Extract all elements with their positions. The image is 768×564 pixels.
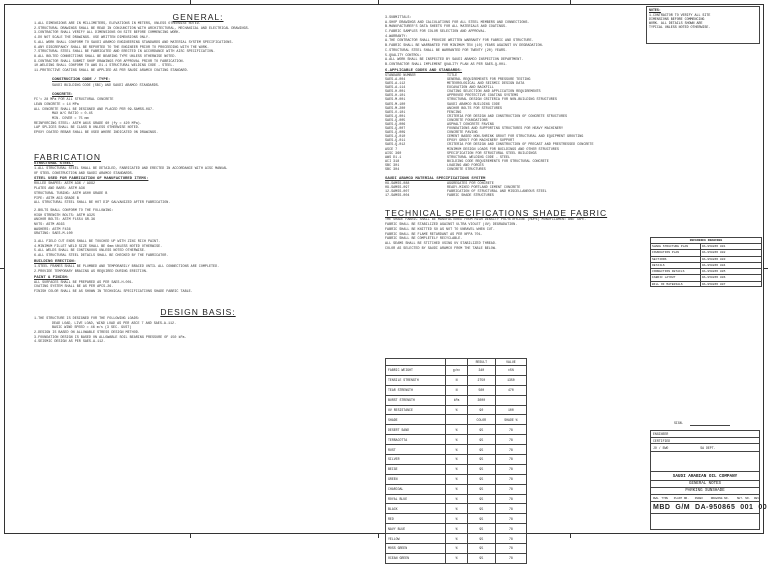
table-row (386, 435, 527, 445)
table-cell: 95 (467, 445, 495, 455)
steel-used-line: PIPE: ASTM A53 GRADE B (34, 196, 79, 201)
title-block (650, 430, 768, 530)
table-row (386, 415, 527, 425)
table-cell: % (446, 504, 467, 514)
reference-number: DA-950865 002 (702, 251, 726, 255)
code-title: CONCRETE STRUCTURES (447, 168, 486, 173)
general-note: 7.STRUCTURAL STEEL SHALL BE FABRICATED AND ERECTED IN ACCORDANCE WITH AISC SPECIFICATION. (34, 50, 216, 55)
general-note: 8.ALL BOLTED CONNECTIONS SHALL BE BEARING TYPE UNLESS OTHERWISE NOTED. (34, 54, 177, 59)
paint-line: COATING SYSTEM SHALL BE AS PER APCS-26. (34, 285, 114, 290)
table-cell: 95 (467, 464, 495, 474)
code-number: SAES-Q-005 (385, 118, 406, 123)
reference-number: DA-950865 005 (702, 270, 726, 274)
border-tick (190, 0, 191, 4)
fabric-line: FABRIC SHALL BE KNITTED SO AS NOT TO UNRAVEL WHEN CUT. (385, 227, 495, 232)
table-cell: 95 (467, 524, 495, 534)
table-cell: TEAR STRENGTH (386, 385, 446, 395)
revision-number: 00 (758, 504, 768, 511)
table-row (386, 455, 527, 465)
table-cell: 340 (467, 366, 495, 376)
table-cell: % (446, 455, 467, 465)
table-cell: % (446, 474, 467, 484)
code-title: CONCRETE PAVING (447, 131, 478, 136)
codes-heading: 6.APPLICABLE CODES AND STANDARDS: (385, 68, 463, 73)
bolts-line: ANCHOR BOLTS: ASTM F1554 GR.36 (34, 218, 96, 223)
design-line: DEAD LOAD, LIVE LOAD, WIND LOAD AS PER ASCE 7 AND SAES-A-112. (52, 321, 177, 326)
table-row (386, 359, 527, 366)
table-cell: % (446, 524, 467, 534)
code-title: MINIMUM DESIGN LOADS FOR BUILDINGS AND OTHER STRUCTURES (447, 147, 559, 152)
table-cell: 95 (467, 474, 495, 484)
code-number: AWS D1.1 (385, 155, 402, 160)
table-cell: COLOR (467, 415, 495, 425)
table-cell: YELLOW (386, 534, 446, 544)
fabrication-note: 3.ALL FIELD CUT ENDS SHALL BE TOUCHED UP WITH ZINC RICH PAINT. (34, 240, 161, 245)
table-row (386, 445, 527, 455)
table-cell (446, 415, 467, 425)
codes-header-title: TITLE (447, 73, 458, 78)
code-number: SAES-Q-009 (385, 131, 406, 136)
code-title: FOUNDATIONS AND SUPPORTING STRUCTURES FOR HEAVY MACHINERY (447, 127, 563, 132)
codes-header-number: STANDARD NUMBER (385, 73, 416, 78)
general-note: 5.ALL WORK SHALL CONFORM TO SAUDI ARAMCO ENGINEERING STANDARDS AND MATERIAL SYSTEM SPECIFICATIONS. (34, 40, 234, 45)
general-note: 11.PROTECTIVE COATING SHALL BE APPLIED AS PER SAUDI ARAMCO COATING STANDARD. (34, 68, 189, 73)
concrete-line: LEAN CONCRETE = 14 MPa (34, 102, 79, 107)
table-cell: DESERT SAND (386, 425, 446, 435)
concrete-line: FC'= 28 MPa FOR ALL STRUCTURAL CONCRETE (34, 98, 114, 103)
erection-line: 2.PROVIDE TEMPORARY BRACING AS REQUIRED DURING ERECTION. (34, 269, 148, 274)
reference-title: SECTIONS (651, 257, 701, 262)
table-cell: 95 (467, 504, 495, 514)
table-cell: 78 (495, 484, 526, 494)
right-notes-column (385, 16, 643, 251)
table-cell: 78 (495, 504, 526, 514)
code-number: SAES-A-112 (385, 82, 406, 87)
table-row (386, 484, 527, 494)
table-cell: 78 (495, 445, 526, 455)
table-cell: 95 (467, 455, 495, 465)
code-title: CEMENT BASED NON-SHRINK GROUT FOR STRUCTURAL AND EQUIPMENT GROUTING (447, 135, 584, 140)
fabric-line: FABRIC SHALL BE COMPLETELY RECYCLABLE. (385, 237, 463, 242)
code-number: SBC 304 (385, 168, 400, 173)
reference-drawings-title: REFERENCE DRAWINGS (651, 238, 761, 244)
table-row (386, 494, 527, 504)
drawing-title-1: GENERAL NOTES (651, 480, 759, 488)
fabric-line: THE SHADE FABRIC SHALL BE MANUFACTURED FROM HIGH DENSITY POLYETHYLENE (HDPE) MONOFILAMENT AND TAPE. (385, 218, 587, 223)
table-cell: N (446, 375, 467, 385)
erection-line: 1.STEEL FRAMES SHALL BE PLUMBED AND TEMPORARILY BRACED UNTIL ALL CONNECTIONS ARE COMPLETED. (34, 265, 220, 270)
general-note: 4.DO NOT SCALE THE DRAWINGS. USE WRITTEN DIMENSIONS ONLY. (34, 36, 150, 41)
design-line: 1.THE STRUCTURE IS DESIGNED FOR THE FOLLOWING LOADS: (34, 316, 140, 321)
table-cell: kPa (446, 395, 467, 405)
table-cell: SHADE (386, 415, 446, 425)
table-cell: 100 (495, 405, 526, 415)
notes-line: TYPICAL UNLESS NOTED OTHERWISE. (649, 25, 711, 29)
general-note: 9.CONTRACTOR SHALL SUBMIT SHOP DRAWINGS FOR APPROVAL PRIOR TO FABRICATION. (34, 59, 185, 64)
submittal-line: A.THE CONTRACTOR SHALL PROVIDE WRITTEN WARRANTY FOR FABRIC AND STRUCTURE. (385, 39, 534, 44)
code-number: SAES-Q-007 (385, 127, 406, 132)
plant-no-label: PLANT NO. (673, 497, 689, 500)
table-cell: % (446, 553, 467, 563)
fabrication-note: 5.ALL WELDS SHALL BE CONTINUOUS UNLESS NOTED OTHERWISE. (34, 249, 146, 254)
code-number: SAES-M-100 (385, 102, 406, 107)
concrete-line: EPOXY COATED REBAR SHALL BE USED WHERE INDICATED ON DRAWINGS. (34, 130, 159, 135)
code-title: APPROVED PROTECTIVE COATING SYSTEMS (447, 94, 519, 99)
table-row (386, 514, 527, 524)
table-cell (386, 359, 446, 366)
steel-used-line: ALL STRUCTURAL STEEL SHALL BE HOT DIP GALVANIZED AFTER FABRICATION. (34, 201, 171, 206)
border-tick (764, 268, 768, 269)
code-title: SAUDI ARAMCO BUILDING CODE (447, 102, 500, 107)
steel-used-line: ROLLED SHAPES: ASTM A36 / A992 (34, 182, 96, 187)
table-cell: N (446, 385, 467, 395)
steel-used-heading: STEEL USED FOR FABRICATION OF MANUFACTURED ITEMS: (34, 177, 149, 182)
border-tick (570, 0, 571, 4)
reference-row (651, 282, 761, 287)
reference-number: DA-950865 004 (702, 263, 726, 267)
paint-finish-heading: PAINT & FINISH: (34, 275, 70, 280)
table-cell: % (446, 405, 467, 415)
border-tick (378, 534, 379, 538)
border-tick (570, 534, 571, 538)
fabric-line: ALL SEAMS SHALL BE STITCHED USING UV STABILIZED THREAD. (385, 241, 497, 246)
submittal-line: 3.SUBMITTALS: (385, 16, 412, 20)
code-title: STRUCTURAL WELDING CODE - STEEL (447, 155, 511, 160)
concrete-heading: CONCRETE: (52, 93, 74, 98)
code-title: STRUCTURAL DESIGN CRITERIA FOR NON-BUILDING STRUCTURES (447, 98, 557, 103)
rev-label: REV. (753, 497, 761, 500)
submittal-line: B.CONTRACTOR SHALL IMPLEMENT QUALITY PLAN AS PER SAES-Q-001. (385, 62, 508, 67)
table-cell: 78 (495, 464, 526, 474)
design-basis-heading: DESIGN BASIS: (160, 306, 236, 317)
paint-line: FINISH COLOR SHALL BE AS SHOWN IN TECHNICAL SPECIFICATIONS SHADE FABRIC TABLE. (34, 290, 193, 295)
table-cell: 95 (467, 544, 495, 554)
drawing-no-label: DRAWING NO. (710, 497, 730, 500)
table-cell: 78 (495, 425, 526, 435)
table-cell: 95 (467, 553, 495, 563)
steel-used-line: PLATES AND BARS: ASTM A36 (34, 187, 85, 192)
table-cell: CHARCOAL (386, 484, 446, 494)
code-title: METEOROLOGICAL AND SEISMIC DESIGN DATA (447, 82, 525, 87)
design-line: 4.SEISMIC DESIGN AS PER SAES-A-112. (34, 340, 106, 345)
border-tick (190, 534, 191, 538)
table-row (386, 524, 527, 534)
border-tick (378, 0, 379, 4)
table-cell (446, 359, 467, 366)
concrete-line: MAX W/C RATIO = 0.45 (52, 112, 93, 117)
table-cell: BEIGE (386, 464, 446, 474)
table-cell: 78 (495, 494, 526, 504)
table-cell: OCEAN GREEN (386, 553, 446, 563)
title-block-footer-row (651, 513, 759, 531)
drawing-title-2: PARKING SUNSHADE (651, 487, 759, 495)
table-row (386, 405, 527, 415)
table-cell: 3000 (467, 395, 495, 405)
bolts-line: NUTS: ASTM A563 (34, 222, 65, 227)
fabrication-note: 6.ALL STRUCTURAL STEEL DETAILS SHALL BE CHECKED BY THE FABRICATOR. (34, 254, 169, 259)
samss-number: 12-SAMSS-007 (385, 190, 410, 195)
submittal-line: 5.QUALITY CONTROL: (385, 53, 422, 58)
dept-label: SA DEPT. (700, 446, 716, 450)
table-row (386, 464, 527, 474)
steel-used-line: STRUCTURAL TUBING: ASTM A500 GRADE B (34, 191, 108, 196)
table-cell: % (446, 534, 467, 544)
shade-fabric-heading: TECHNICAL SPECIFICATIONS SHADE FABRIC (385, 208, 608, 219)
table-cell: TENSILE STRENGTH (386, 375, 446, 385)
submittal-line: A.SHOP DRAWINGS AND CALCULATIONS FOR ALL STEEL MEMBERS AND CONNECTIONS. (385, 20, 530, 25)
code-number: SAES-H-101 (385, 94, 406, 99)
table-cell: 78 (495, 553, 526, 563)
table-cell: RUST (386, 445, 446, 455)
code-title: LOADING AND FORCES (447, 163, 484, 168)
table-cell: 95 (467, 425, 495, 435)
code-title: GENERAL REQUIREMENTS FOR PRESSURE TESTING (447, 77, 531, 82)
table-cell: TERRACOTTA (386, 435, 446, 445)
concrete-line: LAP SPLICES SHALL BE CLASS B UNLESS OTHERWISE NOTED. (34, 126, 140, 131)
title-block-blank-row (651, 451, 759, 472)
table-row (386, 385, 527, 395)
reference-title: DETAILS (651, 263, 701, 268)
table-cell: 95 (467, 484, 495, 494)
concrete-line: MIN. COVER = 75 mm (52, 116, 89, 121)
paint-line: ALL SURFACES SHALL BE PREPARED AS PER SAES-H-001. (34, 280, 134, 285)
general-note: 6.ANY DISCREPANCY SHALL BE REPORTED TO THE ENGINEER PRIOR TO PROCEEDING WITH THE WORK. (34, 45, 209, 50)
table-cell: % (446, 494, 467, 504)
code-title: CONCRETE FOUNDATIONS (447, 118, 488, 123)
reference-number: DA-950865 001 (702, 245, 726, 248)
notes-title: NOTES: (649, 8, 661, 12)
table-cell: ±5% (495, 366, 526, 376)
table-cell: BURST STRENGTH (386, 395, 446, 405)
fabrication-note: 4.MINIMUM FILLET WELD SIZE SHALL BE 6mm UNLESS NOTED OTHERWISE. (34, 244, 163, 249)
concrete-line: REINFORCING STEEL: ASTM A615 GRADE 60 (fy = 420 MPa). (34, 121, 142, 126)
codes-list (385, 74, 643, 172)
table-cell: 78 (495, 514, 526, 524)
table-cell: g/m² (446, 366, 467, 376)
submittal-line: 4.WARRANTY: (385, 34, 408, 39)
code-number: SAES-Q-010 (385, 135, 406, 140)
samss-number: 17-SAMSS-004 (385, 194, 410, 199)
sheet-no-label: SHT. NO. (736, 497, 751, 500)
table-cell: 78 (495, 455, 526, 465)
submittal-line: A.ALL WORK SHALL BE INSPECTED BY SAUDI ARAMCO INSPECTION DEPARTMENT. (385, 58, 524, 63)
table-cell: 95 (467, 534, 495, 544)
code-title: ANCHOR BOLTS FOR STRUCTURES (447, 106, 502, 111)
reference-title: CONNECTION DETAILS (651, 269, 701, 274)
code-number: SBC 301 (385, 163, 400, 168)
table-cell: 95 (467, 514, 495, 524)
bolts-line: WASHERS: ASTM F436 (34, 227, 71, 232)
table-cell: % (446, 445, 467, 455)
general-note: 3.CONTRACTOR SHALL VERIFY ALL DIMENSIONS ON SITE BEFORE COMMENCING WORK. (34, 31, 181, 36)
table-cell (495, 395, 526, 405)
table-cell: NAVY BLUE (386, 524, 446, 534)
table-row (386, 366, 527, 376)
code-number: SAES-H-001 (385, 90, 406, 95)
code-number: ASCE 7 (385, 147, 398, 152)
table-cell: 78 (495, 524, 526, 534)
bolts-heading: 2.BOLTS SHALL CONFORM TO THE FOLLOWING: (34, 208, 114, 213)
table-row (386, 504, 527, 514)
general-note: 10.WELDING SHALL CONFORM TO AWS D1.1 STRUCTURAL WELDING CODE - STEEL. (34, 64, 175, 69)
code-number: SAES-Q-011 (385, 139, 406, 144)
design-line: 3.FOUNDATION DESIGN IS BASED ON ALLOWABLE SOIL BEARING PRESSURE OF 150 kPa. (34, 335, 187, 340)
code-number: SAES-Q-012 (385, 143, 406, 148)
code-title: FENCING (447, 110, 462, 115)
table-cell: RED (386, 514, 446, 524)
table-row (386, 375, 527, 385)
samss-title: AGGREGATES FOR CONCRETE (447, 182, 494, 186)
code-number: SAES-Q-001 (385, 114, 406, 119)
table-cell: VALUE (495, 359, 526, 366)
submittal-line: C.FABRIC SAMPLES FOR COLOR SELECTION AND APPROVAL. (385, 30, 487, 35)
samss-title: FABRIC SHADE STRUCTURES (447, 194, 494, 199)
table-cell: 1350 (495, 375, 526, 385)
samss-title: FABRICATION OF STRUCTURAL AND MISCELLANEOUS STEEL (447, 190, 547, 195)
dwg-code: MBD (653, 504, 671, 511)
reference-title: BILL OF MATERIALS (651, 282, 701, 287)
left-notes-column (34, 14, 362, 345)
code-number: SAES-A-004 (385, 77, 406, 82)
samss-number: 09-SAMSS-097 (385, 186, 410, 191)
bolts-line: GRATING: SAES-M-100 (34, 232, 73, 237)
table-cell: MOSS GREEN (386, 544, 446, 554)
table-row (386, 395, 527, 405)
table-row (386, 474, 527, 484)
code-number: SAES-O-101 (385, 110, 406, 115)
fabrication-heading: FABRICATION (34, 151, 102, 162)
certified-label: CERTIFIED (653, 439, 671, 443)
jo-label: JO / EWO (653, 446, 669, 450)
plant-number: G/M (675, 504, 691, 511)
code-title: COATING SELECTION AND APPLICATION REQUIREMENTS (447, 90, 541, 95)
table-cell: % (446, 435, 467, 445)
company-name: SAUDI ARABIAN OIL COMPANY (651, 471, 759, 481)
code-number: SAES-M-200 (385, 106, 406, 111)
table-cell: UV RESISTANCE (386, 405, 446, 415)
reference-title: FABRIC LAYOUT (651, 275, 701, 280)
general-note: 2.STRUCTURAL DRAWINGS SHALL BE READ IN CONJUNCTION WITH ARCHITECTURAL, MECHANICAL AND ELECTRICAL DRAWINGS. (34, 26, 250, 31)
table-cell: SILVER (386, 455, 446, 465)
structural-steel-heading: STRUCTURAL STEEL: (34, 161, 74, 166)
notes-box (646, 6, 760, 44)
code-title: CRITERIA FOR DESIGN AND CONSTRUCTION OF CONCRETE STRUCTURES (447, 114, 568, 119)
steel-line: OF STEEL CONSTRUCTION AND SAUDI ARAMCO STANDARDS. (34, 171, 134, 176)
bolts-line: HIGH STRENGTH BOLTS: ASTM A325 (34, 213, 96, 218)
samss-number: 09-SAMSS-088 (385, 182, 410, 186)
notes-line: WORK. ALL DETAILS SHOWN ARE (649, 21, 703, 25)
general-heading: GENERAL: (172, 12, 224, 22)
reference-drawings-box (650, 237, 762, 287)
reference-title: FOUNDATION PLAN (651, 250, 701, 255)
table-cell: 95 (467, 435, 495, 445)
code-title: SPECIFICATION FOR STRUCTURAL STEEL BUILDINGS (447, 151, 537, 156)
table-cell: % (446, 464, 467, 474)
notes-line: DIMENSIONS BEFORE COMMENCING (649, 17, 705, 21)
table-cell: 78 (495, 544, 526, 554)
drawing-number: DA-950865 (695, 504, 736, 511)
table-row (386, 425, 527, 435)
fabric-line: FABRIC SHALL BE FLAME RETARDANT AS PER NFPA 701. (385, 232, 483, 237)
samss-list (385, 182, 643, 198)
submittal-line: C.STRUCTURAL STEEL SHALL BE WARRANTED FOR TWENTY (20) YEARS. (385, 48, 508, 53)
table-cell: 470 (495, 385, 526, 395)
dwg-type-label: DWG. TYPE (653, 497, 669, 500)
reference-number: DA-950865 006 (702, 276, 726, 280)
reference-title: SHADE STRUCTURE PLAN (651, 244, 701, 249)
table-cell: SHADE % (495, 415, 526, 425)
code-title: BUILDING CODE REQUIREMENTS FOR STRUCTURAL CONCRETE (447, 159, 549, 164)
reference-number: DA-950865 003 (702, 257, 726, 261)
construction-code-text: SAUDI BUILDING CODE (SBC) AND SAUDI ARAMCO STANDARDS. (52, 83, 160, 88)
table-cell: % (446, 514, 467, 524)
signature-line (690, 425, 730, 426)
table-cell: BLACK (386, 504, 446, 514)
table-cell: 78 (495, 435, 526, 445)
code-title: EXCAVATION AND BACKFILL (447, 86, 494, 91)
table-cell: % (446, 484, 467, 494)
concrete-line: ALL CONCRETE SHALL BE DESIGNED AND PLACED PER 09-SAMSS-097. (34, 107, 155, 112)
table-cell: % (446, 425, 467, 435)
code-number: SAES-M-001 (385, 98, 406, 103)
table-cell: 95 (467, 494, 495, 504)
table-cell: 90 (467, 405, 495, 415)
building-erection-heading: BUILDING ERECTION: (34, 260, 77, 264)
sheet-number: 001 (740, 504, 754, 511)
table-row (386, 534, 527, 544)
code-number: SAES-A-114 (385, 86, 406, 91)
shade-fabric-table (385, 358, 527, 564)
reference-number: DA-950865 007 (702, 282, 726, 286)
code-number: ACI 318 (385, 159, 400, 164)
table-cell: GREEN (386, 474, 446, 484)
table-row (386, 553, 527, 563)
table-cell: 2750 (467, 375, 495, 385)
samss-heading: SAUDI ARAMCO MATERIAL SPECIFICATIONS SYSTEM (385, 176, 486, 181)
notes-line: 1.CONTRACTOR TO VERIFY ALL SITE (649, 13, 711, 17)
general-note: 1.ALL DIMENSIONS ARE IN MILLIMETERS, ELEVATIONS IN METERS, UNLESS OTHERWISE NOTED. (34, 22, 201, 27)
signature-label: SIGN. (674, 421, 684, 425)
engineer-label: ENGINEER (653, 432, 669, 436)
code-number: AISC 360 (385, 151, 402, 156)
fabric-line: COLOR AS SELECTED BY SAUDI ARAMCO FROM THE TABLE BELOW. (385, 246, 497, 251)
table-cell: % (446, 544, 467, 554)
samss-title: READY-MIXED PORTLAND CEMENT CONCRETE (447, 186, 521, 191)
code-title: CRITERIA FOR DESIGN AND CONSTRUCTION OF PRECAST AND PRESTRESSED CONCRETE (447, 143, 594, 148)
code-number: SAES-Q-006 (385, 122, 406, 127)
submittal-line: B.FABRIC SHALL BE WARRANTED FOR MINIMUM TEN (10) YEARS AGAINST UV DEGRADATION. (385, 44, 544, 49)
table-cell: 500 (467, 385, 495, 395)
steel-line: 1.ALL STRUCTURAL STEEL SHALL BE DETAILED, FABRICATED AND ERECTED IN ACCORDANCE WITH AISC MANUAL (34, 166, 228, 171)
table-cell: 78 (495, 474, 526, 484)
code-title: ASPHALT CONCRETE PAVING (447, 122, 494, 127)
code-title: EPOXY GROUT FOR MACHINERY SUPPORT (447, 139, 515, 144)
fabric-line: FABRIC SHALL BE STABILIZED AGAINST ULTRA VIOLET (UV) DEGRADATION. (385, 223, 518, 228)
table-cell: 78 (495, 534, 526, 544)
design-line: BASIC WIND SPEED = 46 m/s (3 SEC. GUST) (52, 326, 132, 331)
submittal-line: B.MANUFACTURER'S DATA SHEETS FOR ALL MATERIALS AND COATINGS. (385, 25, 508, 30)
table-row (386, 544, 527, 554)
table-cell: ROYAL BLUE (386, 494, 446, 504)
index-label: INDEX (694, 497, 703, 500)
construction-code-heading: CONSTRUCTION CODE / TYPE: (52, 78, 111, 83)
table-cell: FABRIC WEIGHT (386, 366, 446, 376)
border-tick (0, 268, 4, 269)
design-line: 2.DESIGN IS BASED ON ALLOWABLE STRESS DESIGN METHOD. (34, 330, 140, 335)
table-cell: RESULT (467, 359, 495, 366)
